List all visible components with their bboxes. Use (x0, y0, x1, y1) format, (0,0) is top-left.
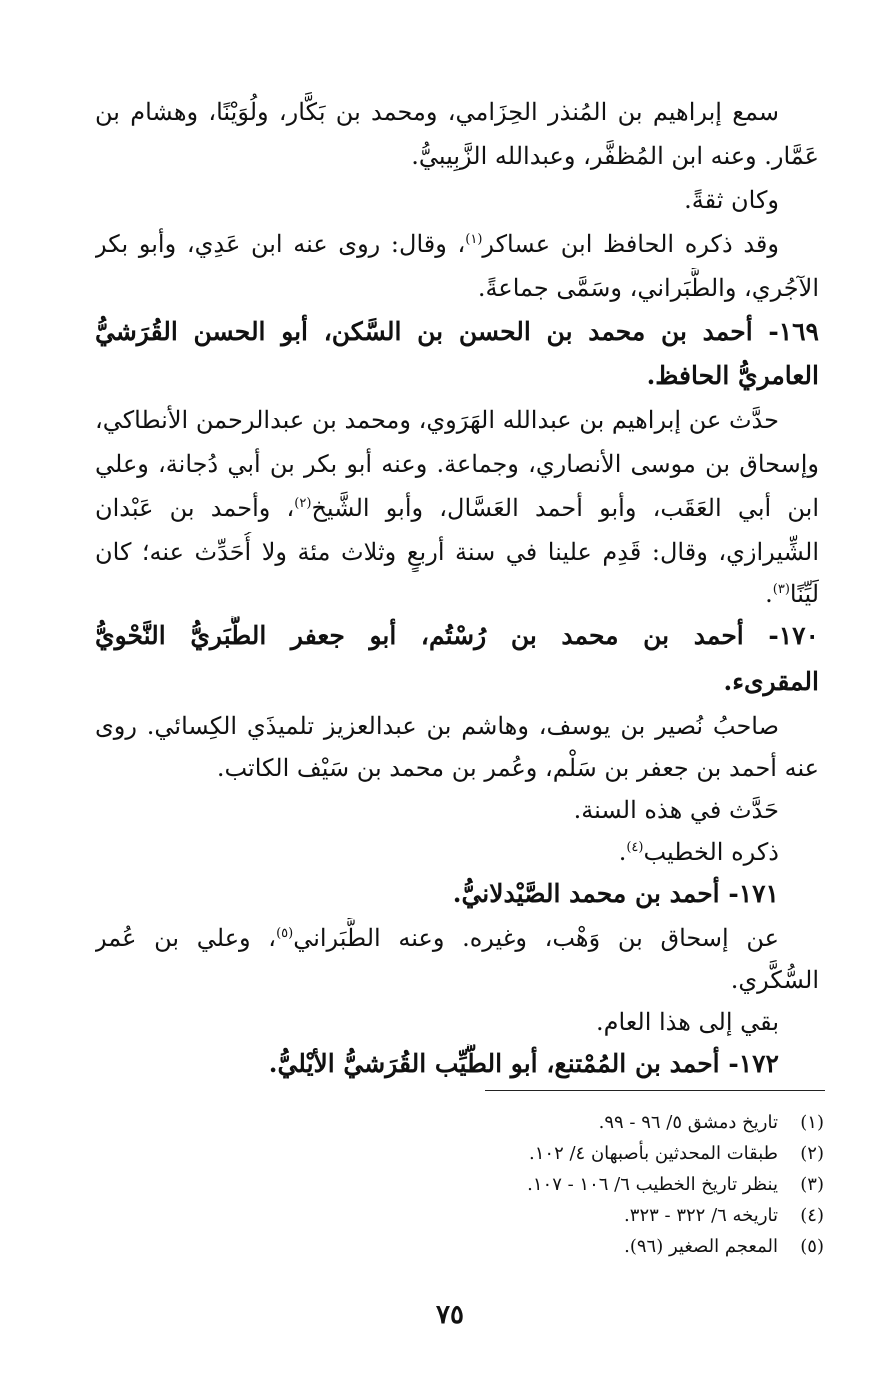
footnote-4: (٤)تاريخه ٦/ ٣٢٢ - ٣٢٣. (624, 1205, 824, 1226)
entry-168-line-1: سمع إبراهيم بن المُنذر الحِزَامي، ومحمد بن بَكَّار، ولُوَيْنًا، وهشام بن (95, 98, 779, 126)
entry-170-line-2: عنه أحمد بن جعفر بن سَلْم، وعُمر بن محمد بن سَيْف الكاتب. (216, 754, 819, 782)
entry-170-heading-cont: المقرىء. (723, 667, 819, 696)
footnote-3: (٣)ينظر تاريخ الخطيب ٦/ ١٠٦ - ١٠٧. (527, 1174, 824, 1195)
entry-170-heading: ١٧٠- أحمد بن محمد بن رُسْتُم، أبو جعفر الطَّبَريُّ النَّحْويُّ (95, 621, 819, 650)
entry-168-line-4: وقد ذكره الحافظ ابن عساكر$^{(١)}$، وقال: روى عنه ابن عَدِي، وأبو بكر (95, 230, 779, 258)
entry-171-line-2: السُّكَّري. (730, 966, 819, 994)
entry-170-note: حَدَّث في هذه السنة. (573, 796, 779, 824)
entry-169-line-1: حدَّث عن إبراهيم بن عبدالله الهَرَوي، ومحمد بن عبدالرحمن الأنطاكي، (95, 406, 779, 434)
entry-168-trust-note: وكان ثقةً. (684, 186, 779, 214)
entry-170-source: ذكره الخطيب$^{(٤)}$. (618, 838, 779, 866)
entry-169-heading: ١٦٩- أحمد بن محمد بن الحسن بن السَّكن، أبو الحسن القُرَشيُّ (95, 317, 819, 346)
entry-168-line-5: الآجُري، والطَّبَراني، وسَمَّى جماعةً. (477, 274, 819, 302)
entry-170-line-1: صاحبُ نُصير بن يوسف، وهاشم بن عبدالعزيز تلميذَي الكِسائي. روى (95, 712, 779, 740)
entry-171-heading: ١٧١- أحمد بن محمد الصَّيْدلانيُّ. (452, 879, 779, 908)
footnote-ref-3[interactable]: (٣) (772, 582, 790, 597)
entry-172-heading: ١٧٢- أحمد بن المُمْتنع، أبو الطَّيِّب القُرَشيُّ الأيْليُّ. (268, 1049, 779, 1078)
page-number: ٧٥ (436, 1300, 464, 1330)
entry-169-heading-cont: العامريُّ الحافظ. (646, 361, 819, 390)
entry-171-note: بقي إلى هذا العام. (596, 1008, 779, 1036)
footnote-5: (٥)المعجم الصغير (٩٦). (624, 1236, 824, 1257)
footnote-1: (١)تاريخ دمشق ٥/ ٩٦ - ٩٩. (598, 1112, 824, 1133)
footnote-ref-4[interactable]: (٤) (626, 840, 644, 855)
entry-171-line-1: عن إسحاق بن وَهْب، وغيره. وعنه الطَّبَراني$^{(٥)}$، وعلي بن عُمر (95, 924, 779, 952)
footnote-ref-2[interactable]: (٢) (294, 496, 312, 511)
footnote-2: (٢)طبقات المحدثين بأصبهان ٤/ ١٠٢. (529, 1143, 824, 1164)
footnote-ref-1[interactable]: (١) (465, 232, 483, 247)
footnote-ref-5[interactable]: (٥) (276, 926, 294, 941)
entry-169-line-5: لَيِّنًا$^{(٣)}$. (765, 580, 819, 608)
entry-169-line-3: ابن أبي العَقَب، وأبو أحمد العَسَّال، وأبو الشَّيخ$^{(٢)}$، وأحمد بن عَبْدان (95, 494, 819, 522)
entry-169-line-4: الشِّيرازي، وقال: قَدِم علينا في سنة أربعٍ وثلاث مئة ولا أُحَدِّث عنه؛ كان (95, 538, 819, 566)
entry-168-line-2: عَمَّار. وعنه ابن المُظفَّر، وعبدالله الزَّبِيبيُّ. (411, 142, 819, 170)
entry-169-line-2: وإسحاق بن موسى الأنصاري، وجماعة. وعنه أبو بكر بن أبي دُجانة، وعلي (95, 450, 819, 478)
footnote-divider (485, 1090, 825, 1091)
